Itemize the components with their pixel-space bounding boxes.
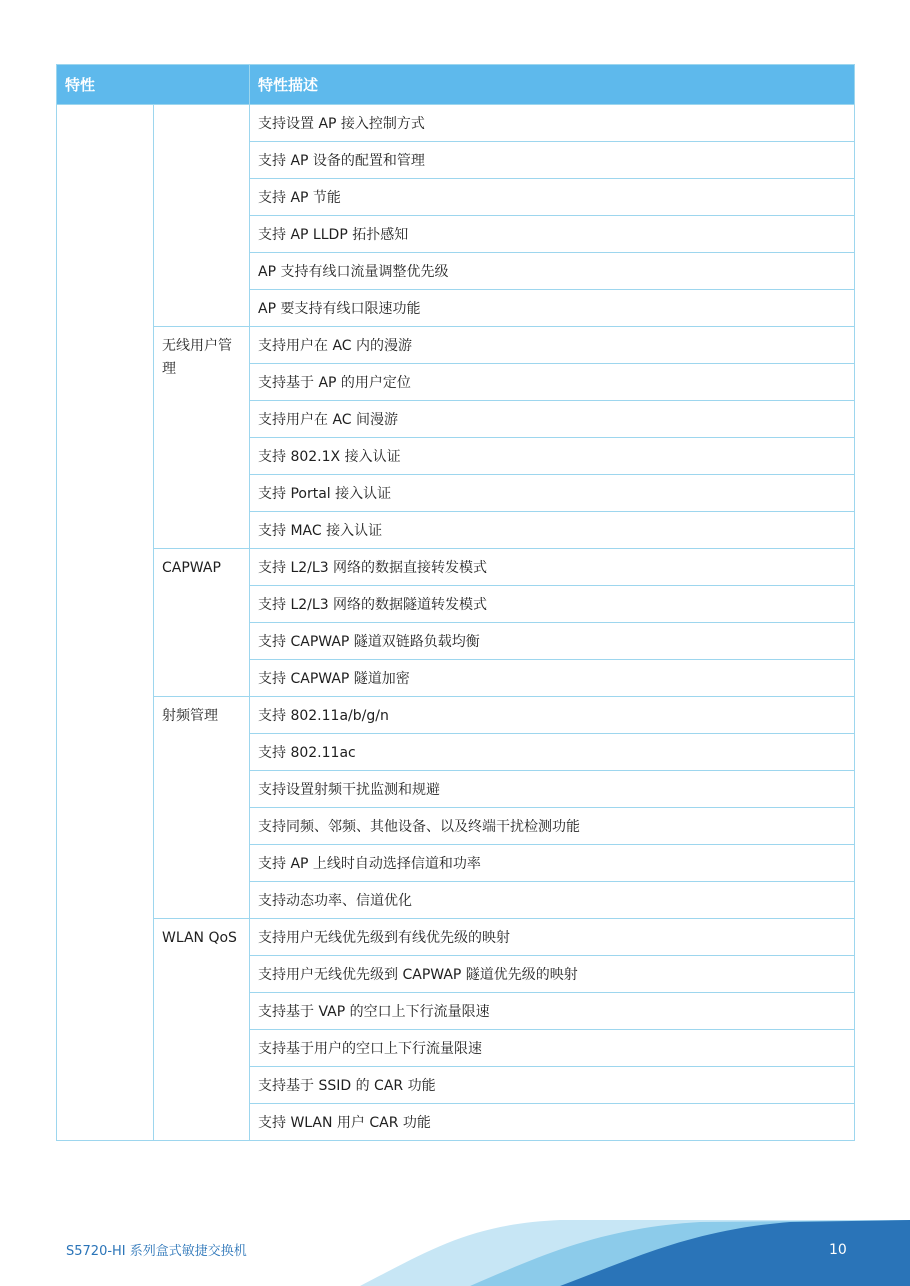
feature-subgroup-cell: WLAN QoS [154,919,250,1141]
feature-description-cell: 支持 AP 上线时自动选择信道和功率 [250,845,855,882]
table-row [57,919,855,956]
header-description: 特性描述 [250,65,855,105]
feature-description-cell: 支持 AP 节能 [250,179,855,216]
feature-description-cell: 支持 802.11a/b/g/n [250,697,855,734]
feature-table [56,64,855,1141]
feature-description-cell: 支持 802.11ac [250,734,855,771]
feature-subgroup-cell: 射频管理 [154,697,250,919]
feature-description-cell: AP 要支持有线口限速功能 [250,290,855,327]
feature-description-cell: 支持 L2/L3 网络的数据直接转发模式 [250,549,855,586]
feature-description-cell: 支持用户在 AC 内的漫游 [250,327,855,364]
feature-description-cell: 支持同频、邻频、其他设备、以及终端干扰检测功能 [250,808,855,845]
table-row [57,105,855,142]
feature-description-cell: AP 支持有线口流量调整优先级 [250,253,855,290]
feature-description-cell: 支持 L2/L3 网络的数据隧道转发模式 [250,586,855,623]
feature-description-cell: 支持 AP 设备的配置和管理 [250,142,855,179]
feature-description-cell: 支持 802.1X 接入认证 [250,438,855,475]
feature-category-cell [57,105,154,1141]
feature-subgroup-cell: CAPWAP [154,549,250,697]
table-row [57,327,855,364]
table-header-row [57,65,855,105]
feature-subgroup-cell: 无线用户管理 [154,327,250,549]
footer-title: S5720-HI 系列盒式敏捷交换机 [66,1244,247,1259]
table-row [57,549,855,586]
page-number: 10 [829,1242,847,1258]
feature-description-cell: 支持用户在 AC 间漫游 [250,401,855,438]
feature-description-cell: 支持 AP LLDP 拓扑感知 [250,216,855,253]
feature-description-cell: 支持基于 SSID 的 CAR 功能 [250,1067,855,1104]
feature-description-cell: 支持 WLAN 用户 CAR 功能 [250,1104,855,1141]
feature-description-cell: 支持用户无线优先级到有线优先级的映射 [250,919,855,956]
feature-description-cell: 支持基于用户的空口上下行流量限速 [250,1030,855,1067]
feature-description-cell: 支持 CAPWAP 隧道加密 [250,660,855,697]
feature-description-cell: 支持基于 AP 的用户定位 [250,364,855,401]
feature-description-cell: 支持设置 AP 接入控制方式 [250,105,855,142]
feature-description-cell: 支持 MAC 接入认证 [250,512,855,549]
table-row [57,697,855,734]
feature-description-cell: 支持基于 VAP 的空口上下行流量限速 [250,993,855,1030]
feature-description-cell: 支持动态功率、信道优化 [250,882,855,919]
feature-description-cell: 支持设置射频干扰监测和规避 [250,771,855,808]
feature-subgroup-cell [154,105,250,327]
feature-description-cell: 支持 Portal 接入认证 [250,475,855,512]
feature-description-cell: 支持用户无线优先级到 CAPWAP 隧道优先级的映射 [250,956,855,993]
header-feature: 特性 [57,65,250,105]
feature-description-cell: 支持 CAPWAP 隧道双链路负载均衡 [250,623,855,660]
